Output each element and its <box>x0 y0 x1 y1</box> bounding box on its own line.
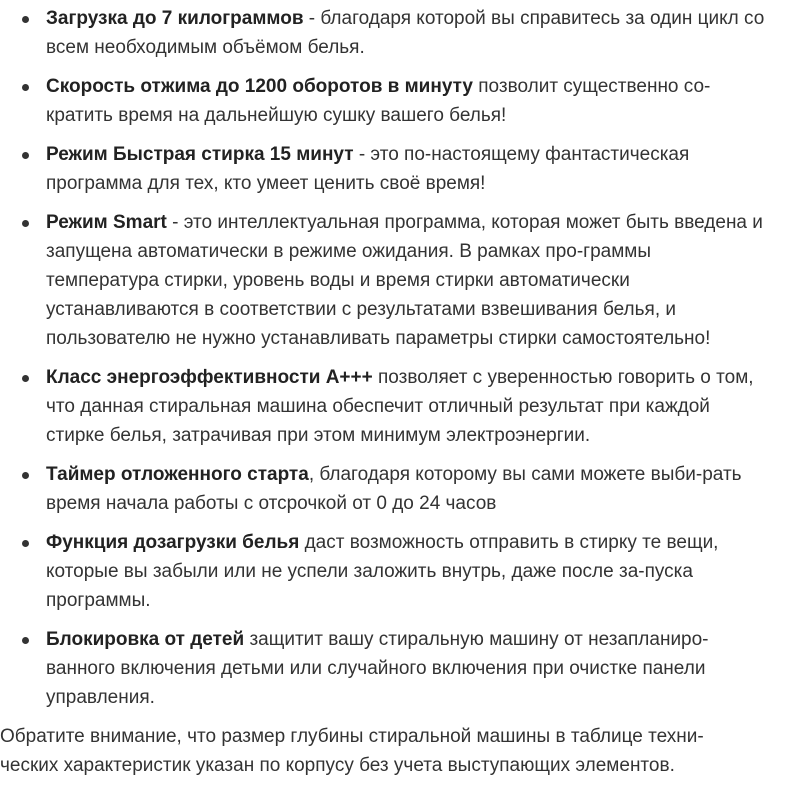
feature-title: Режим Быстрая стирка 15 минут <box>46 144 354 165</box>
bullet-icon <box>22 375 29 382</box>
feature-title: Скорость отжима до 1200 оборотов в минуту <box>46 76 473 97</box>
bullet-icon <box>22 637 29 644</box>
feature-title: Класс энергоэффективности А+++ <box>46 367 373 388</box>
list-item <box>0 363 788 450</box>
feature-title: Загрузка до 7 килограммов <box>46 8 304 29</box>
depth-note: Обратите внимание, что размер глубины стиральной машины в таблице техни-ческих характеристик указан по корпусу без учета выступающих элементов. <box>0 726 704 776</box>
feature-description: - это интеллектуальная программа, которая может быть введена и запущена автоматически в режиме ожидания. В рамках про-граммы температура стирки, уровень воды и время стирки автоматически устанавливаются в соответствии с результатами взвешивания белья, и пользователю не нужно устанавливать параметры стирки самостоятельно! <box>46 212 763 349</box>
bullet-icon <box>22 220 29 227</box>
feature-list <box>0 4 788 712</box>
bullet-icon <box>22 472 29 479</box>
bullet-icon <box>22 16 29 23</box>
feature-description: - это по-настоящему фантастическая программа для тех, кто умеет ценить своё время! <box>46 144 690 194</box>
bullet-icon <box>22 84 29 91</box>
feature-title: Режим Smart <box>46 212 167 233</box>
feature-description: , благодаря которому вы сами можете выби-рать время начала работы с отсрочкой от 0 до 24 часов <box>46 464 742 514</box>
list-item <box>0 528 788 615</box>
feature-title: Блокировка от детей <box>46 629 245 650</box>
list-item <box>0 625 788 712</box>
list-item <box>0 208 788 353</box>
list-item <box>0 72 788 130</box>
list-item <box>0 4 788 62</box>
feature-description: защитит вашу стиральную машину от незапланиро-ванного включения детьми или случайного включения при очистке панели управления. <box>46 629 709 708</box>
bullet-icon <box>22 152 29 159</box>
feature-description: позволяет с уверенностью говорить о том, что данная стиральная машина обеспечит отличный результат при каждой стирке белья, затрачивая при этом минимум электроэнергии. <box>46 367 754 446</box>
list-item <box>0 140 788 198</box>
feature-description: позволит существенно со-кратить время на дальнейшую сушку вашего белья! <box>46 76 711 126</box>
bullet-icon <box>22 540 29 547</box>
feature-description: даст возможность отправить в стирку те вещи, которые вы забыли или не успели заложить внутрь, даже после за-пуска программы. <box>46 532 719 611</box>
feature-title: Таймер отложенного старта <box>46 464 309 485</box>
feature-title: Функция дозагрузки белья <box>46 532 300 553</box>
feature-description: - благодаря которой вы справитесь за один цикл со всем необходимым объёмом белья. <box>46 8 765 58</box>
list-item <box>0 460 788 518</box>
